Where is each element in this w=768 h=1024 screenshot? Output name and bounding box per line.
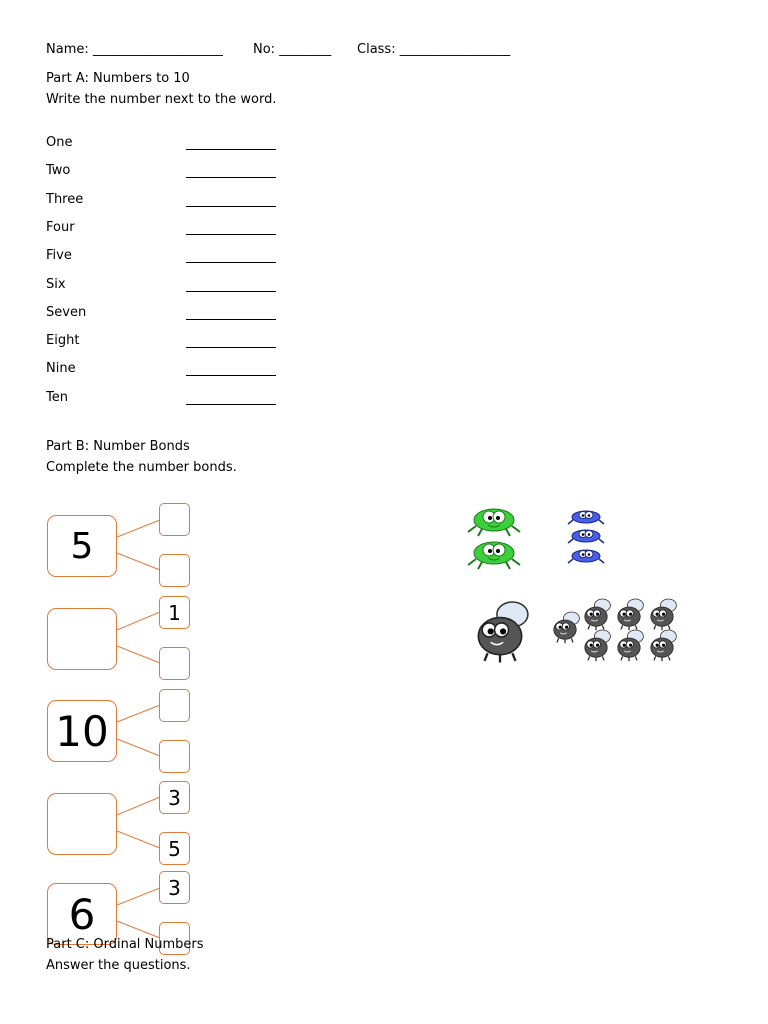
small-fly — [651, 599, 677, 630]
part-b-title: Part B: Number Bonds — [46, 439, 190, 454]
class-label: Class: — [357, 42, 396, 57]
word-three: Three — [46, 192, 84, 207]
small-fly — [585, 630, 611, 661]
part-a-title: Part A: Numbers to 10 — [46, 71, 190, 86]
bond-5-whole[interactable]: 6 — [47, 883, 117, 945]
blue-frog — [568, 511, 604, 524]
bond-4-part-1[interactable]: 3 — [159, 781, 190, 814]
bond-2-part-1[interactable]: 1 — [159, 596, 190, 629]
name-label: Name: — [46, 42, 89, 57]
small-fly — [585, 599, 611, 630]
blue-frog — [568, 550, 604, 563]
bond-2-part-2[interactable] — [159, 647, 190, 680]
word-six: Six — [46, 277, 66, 292]
word-eight: Eight — [46, 333, 80, 348]
small-fly — [618, 630, 644, 661]
big-fly — [478, 602, 528, 662]
part-b-instruction: Complete the number bonds. — [46, 460, 237, 475]
bond-4-part-2[interactable]: 5 — [159, 832, 190, 865]
bond-2-whole[interactable] — [47, 608, 117, 670]
bond-1-whole[interactable]: 5 — [47, 515, 117, 577]
small-fly — [651, 630, 677, 661]
bond-3-whole[interactable]: 10 — [47, 700, 117, 762]
fly-pictures — [466, 596, 686, 666]
part-c-instruction: Answer the questions. — [46, 958, 191, 973]
word-five: Five — [46, 248, 72, 263]
bond-3-part-1[interactable] — [159, 689, 190, 722]
blue-frog — [568, 530, 604, 543]
bond-5-part-1[interactable]: 3 — [159, 871, 190, 904]
small-fly — [618, 599, 644, 630]
bond-1-part-2[interactable] — [159, 554, 190, 587]
bond-3-part-2[interactable] — [159, 740, 190, 773]
word-nine: Nine — [46, 361, 76, 376]
bond-4-whole[interactable] — [47, 793, 117, 855]
class-blank[interactable]: _________________ — [399, 42, 511, 57]
bond-1-part-1[interactable] — [159, 503, 190, 536]
green-frog — [468, 509, 520, 536]
word-two: Two — [46, 163, 71, 178]
no-blank[interactable]: ________ — [279, 42, 332, 57]
frog-pictures — [462, 500, 622, 575]
part-a-instruction: Write the number next to the word. — [46, 92, 277, 107]
small-fly — [554, 612, 580, 643]
name-blank[interactable]: ____________________ — [92, 42, 223, 57]
word-seven: Seven — [46, 305, 87, 320]
word-four: Four — [46, 220, 75, 235]
green-frog — [468, 542, 520, 569]
part-c-title: Part C: Ordinal Numbers — [46, 937, 204, 952]
no-label: No: — [253, 42, 276, 57]
word-one: One — [46, 135, 73, 150]
word-ten: Ten — [46, 390, 68, 405]
